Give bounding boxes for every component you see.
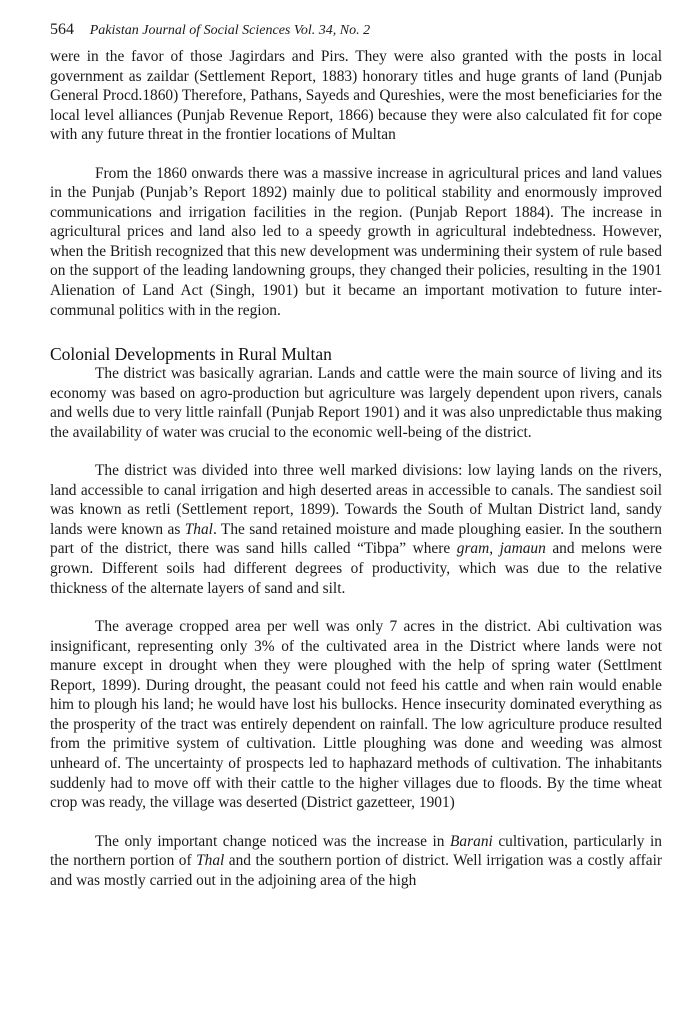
text-run: and the southern portion of district. Well irrigation was a costly affair and was mostly carried out in the adjoining area of the high (50, 852, 662, 889)
text-run: cultivation, particularly in the northern portion of (50, 832, 663, 870)
body-text (50, 47, 662, 890)
paragraph-4 (50, 461, 662, 598)
italic-term-thal: Thal (184, 520, 213, 538)
paragraph-gap (50, 813, 662, 832)
journal-title: Pakistan Journal of Social Sciences Vol. 34, No. 2 (89, 23, 371, 38)
text-run: . The sand retained moisture and made ploughing easier. In the southern part of the district, there was sand hills called “Tibpa” where (50, 520, 662, 558)
paragraph-3: The district was basically agrarian. Lands and cattle were the main source of living and its economy was based on agro-production but agriculture was largely dependent upon rivers, canals and wells due to very little rainfall (Punjab Report 1901) and it was also unpredictable thus making the availability of water was crucial to the economic well-being of the district. (50, 365, 662, 441)
running-header (50, 20, 662, 40)
italic-term-thal: Thal (196, 852, 225, 870)
paragraph-gap (50, 598, 662, 617)
paragraph-6 (50, 832, 662, 891)
text-run: The district was divided into three well marked divisions: low laying lands on the rivers, land accessible to canal irrigation and high deserted areas in accessible to canals. The sandiest soil was known as retli (Settlement report, 1899). Towards the South of Multan District land, sandy lands were known as (50, 462, 662, 538)
paragraph-5: The average cropped area per well was only 7 acres in the district. Abi cultivation was insignificant, representing only 3% of the cultivated area in the District where lands were not manure except in drought when they were ploughed with the help of spring water (Settlment Report, 1899). During drought, the peasant could not feed his cattle and when rain would enable him to plough his land; he would have lost his bullocks. Hence insecurity dominated everything as the prosperity of the tract was entirely dependent on rainfall. The low agriculture produce resulted from the primitive system of cultivation. Little ploughing was done and weeding was almost unheard of. The uncertainty of prospects led to haphazard methods of cultivation. The inhabitants suddenly had to move off with their cattle to the higher villages due to floods. By the time wheat crop was ready, the village was deserted (District gazetteer, 1901) (50, 618, 662, 812)
section-heading: Colonial Developments in Rural Multan (50, 344, 332, 365)
text-run: and melons were grown. Different soils had different degrees of productivity, which was due to the relative thickness of the alternate layers of sand and silt. (50, 540, 662, 597)
page-number: 564 (50, 21, 74, 38)
paragraph-gap (50, 145, 662, 164)
paragraph-2: From the 1860 onwards there was a massive increase in agricultural prices and land values in the Punjab (Punjab’s Report 1892) mainly due to political stability and enormously improved communications and irrigation facilities in the region. (Punjab Report 1884). The increase in agricultural prices and land also led to a speedy growth in agricultural indebtedness. However, when the British recognized that this new development was undermining their system of rule based on the support of the leading landowning groups, they changed their policies, resulting in the 1901 Alienation of Land Act (Singh, 1901) but it became an important motivation to future inter-communal politics with in the region. (50, 164, 662, 319)
italic-term-gram-jamaun: gram, jamaun (456, 540, 546, 558)
section-gap (50, 320, 662, 344)
paragraph-gap (50, 442, 662, 461)
italic-term-barani: Barani (450, 832, 493, 850)
text-run: The only important change noticed was the increase in (95, 832, 451, 850)
paragraph-1: were in the favor of those Jagirdars and Pirs. They were also granted with the posts in local government as zaildar (Settlement Report, 1883) honorary titles and huge grants of land (Punjab General Procd.1860) Therefore, Pathans, Sayeds and Qureshies, were the most beneficiaries for the local level alliances (Punjab Revenue Report, 1866) because they were also calculated fit for cope with any future threat in the frontier locations of Multan (50, 48, 662, 144)
